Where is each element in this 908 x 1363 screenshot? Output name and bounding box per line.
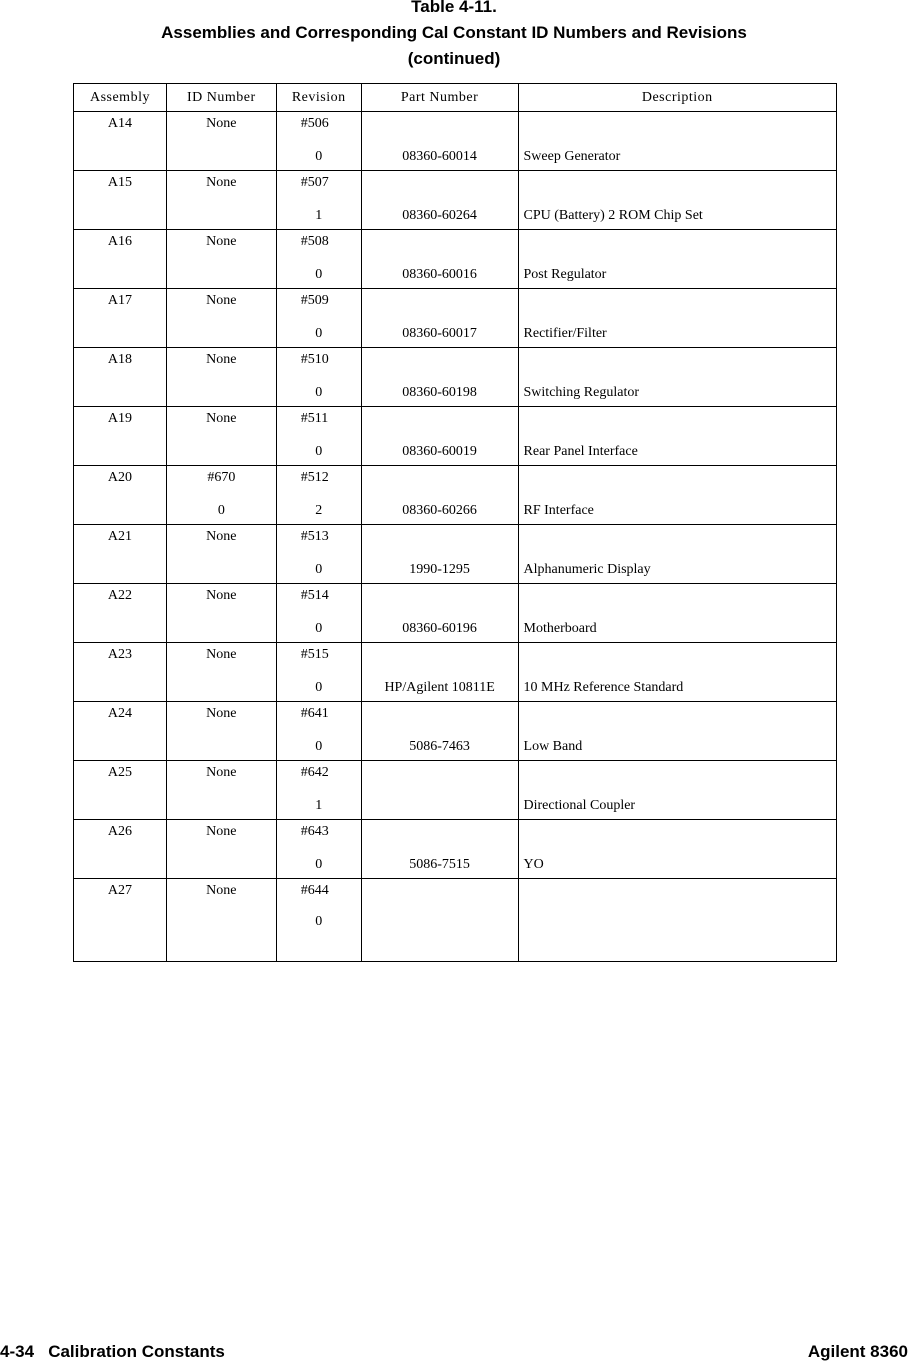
revision-value-cell: 1 bbox=[276, 792, 361, 820]
part-number-blank-cell bbox=[361, 171, 518, 203]
table-body bbox=[74, 112, 837, 962]
table-row-detail bbox=[74, 202, 837, 230]
id-number-cell: None bbox=[166, 230, 276, 262]
id-number-cell: #670 bbox=[166, 466, 276, 498]
description-cell: Post Regulator bbox=[518, 261, 836, 289]
description-blank-cell bbox=[518, 879, 836, 911]
part-number-blank-cell bbox=[361, 584, 518, 616]
id-number-value-cell bbox=[166, 733, 276, 761]
description-cell: CPU (Battery) 2 ROM Chip Set bbox=[518, 202, 836, 230]
header-id-number: ID Number bbox=[166, 84, 276, 112]
revision-id-cell: #509 bbox=[276, 289, 361, 321]
revision-id-cell: #515 bbox=[276, 643, 361, 675]
id-number-value-cell bbox=[166, 143, 276, 171]
table-row bbox=[74, 466, 837, 498]
id-number-cell: None bbox=[166, 525, 276, 557]
assembly-cell: A16 bbox=[74, 230, 167, 262]
description-cell: RF Interface bbox=[518, 497, 836, 525]
revision-value-cell: 0 bbox=[276, 379, 361, 407]
table-row bbox=[74, 761, 837, 793]
part-number-cell: 08360-60266 bbox=[361, 497, 518, 525]
description-blank-cell bbox=[518, 702, 836, 734]
assembly-blank-cell bbox=[74, 792, 167, 820]
id-number-value-cell bbox=[166, 438, 276, 466]
assembly-cell: A18 bbox=[74, 348, 167, 380]
part-number-cell: 5086-7463 bbox=[361, 733, 518, 761]
revision-id-cell: #642 bbox=[276, 761, 361, 793]
revision-value-cell: 0 bbox=[276, 261, 361, 289]
assembly-blank-cell bbox=[74, 379, 167, 407]
part-number-cell bbox=[361, 910, 518, 962]
description-cell: Alphanumeric Display bbox=[518, 556, 836, 584]
revision-value-cell: 0 bbox=[276, 851, 361, 879]
part-number-cell: 08360-60014 bbox=[361, 143, 518, 171]
description-blank-cell bbox=[518, 112, 836, 144]
assembly-blank-cell bbox=[74, 497, 167, 525]
table-continued-label: (continued) bbox=[407, 49, 501, 68]
table-row-detail bbox=[74, 556, 837, 584]
table-row bbox=[74, 702, 837, 734]
description-blank-cell bbox=[518, 466, 836, 498]
header-part-number: Part Number bbox=[361, 84, 518, 112]
assembly-cell: A23 bbox=[74, 643, 167, 675]
assembly-blank-cell bbox=[74, 320, 167, 348]
description-cell: Rectifier/Filter bbox=[518, 320, 836, 348]
part-number-blank-cell bbox=[361, 643, 518, 675]
id-number-value-cell bbox=[166, 320, 276, 348]
description-blank-cell bbox=[518, 525, 836, 557]
revision-id-cell: #641 bbox=[276, 702, 361, 734]
id-number-cell: None bbox=[166, 348, 276, 380]
description-blank-cell bbox=[518, 820, 836, 852]
part-number-blank-cell bbox=[361, 466, 518, 498]
assembly-cell: A19 bbox=[74, 407, 167, 439]
assembly-blank-cell bbox=[74, 261, 167, 289]
description-blank-cell bbox=[518, 289, 836, 321]
description-cell: YO bbox=[518, 851, 836, 879]
id-number-value-cell: 0 bbox=[166, 497, 276, 525]
assembly-cell: A17 bbox=[74, 289, 167, 321]
assembly-cell: A24 bbox=[74, 702, 167, 734]
id-number-value-cell bbox=[166, 674, 276, 702]
id-number-value-cell bbox=[166, 379, 276, 407]
revision-value-cell: 1 bbox=[276, 202, 361, 230]
part-number-cell: 08360-60198 bbox=[361, 379, 518, 407]
part-number-cell: 1990-1295 bbox=[361, 556, 518, 584]
part-number-cell: 08360-60017 bbox=[361, 320, 518, 348]
table-number: Table 4-11. bbox=[411, 0, 497, 16]
assembly-blank-cell bbox=[74, 143, 167, 171]
assembly-blank-cell bbox=[74, 556, 167, 584]
revision-value-cell: 0 bbox=[276, 615, 361, 643]
table-row-detail bbox=[74, 792, 837, 820]
description-blank-cell bbox=[518, 348, 836, 380]
id-number-cell: None bbox=[166, 407, 276, 439]
assembly-cell: A14 bbox=[74, 112, 167, 144]
assembly-blank-cell bbox=[74, 733, 167, 761]
table-row-detail bbox=[74, 320, 837, 348]
table-row bbox=[74, 407, 837, 439]
id-number-value-cell bbox=[166, 556, 276, 584]
assembly-blank-cell bbox=[74, 910, 167, 962]
revision-id-cell: #512 bbox=[276, 466, 361, 498]
id-number-value-cell bbox=[166, 792, 276, 820]
id-number-value-cell bbox=[166, 261, 276, 289]
part-number-blank-cell bbox=[361, 879, 518, 911]
revision-id-cell: #513 bbox=[276, 525, 361, 557]
table-row-detail bbox=[74, 261, 837, 289]
table-row-detail bbox=[74, 143, 837, 171]
table-row bbox=[74, 820, 837, 852]
revision-value-cell: 0 bbox=[276, 320, 361, 348]
assembly-blank-cell bbox=[74, 674, 167, 702]
table-row-detail bbox=[74, 438, 837, 466]
assembly-cell: A21 bbox=[74, 525, 167, 557]
revision-id-cell: #510 bbox=[276, 348, 361, 380]
part-number-blank-cell bbox=[361, 348, 518, 380]
revision-value-cell: 2 bbox=[276, 497, 361, 525]
part-number-cell: 08360-60264 bbox=[361, 202, 518, 230]
table-row bbox=[74, 171, 837, 203]
assembly-blank-cell bbox=[74, 615, 167, 643]
description-blank-cell bbox=[518, 761, 836, 793]
description-cell: Motherboard bbox=[518, 615, 836, 643]
id-number-cell: None bbox=[166, 820, 276, 852]
id-number-value-cell bbox=[166, 202, 276, 230]
header-assembly: Assembly bbox=[74, 84, 167, 112]
part-number-cell bbox=[361, 792, 518, 820]
part-number-blank-cell bbox=[361, 230, 518, 262]
id-number-cell: None bbox=[166, 584, 276, 616]
part-number-blank-cell bbox=[361, 289, 518, 321]
revision-value-cell: 0 bbox=[276, 910, 361, 962]
part-number-cell: 5086-7515 bbox=[361, 851, 518, 879]
description-cell: 10 MHz Reference Standard bbox=[518, 674, 836, 702]
description-blank-cell bbox=[518, 171, 836, 203]
description-cell: Sweep Generator bbox=[518, 143, 836, 171]
description-cell: Rear Panel Interface bbox=[518, 438, 836, 466]
description-cell: Switching Regulator bbox=[518, 379, 836, 407]
revision-value-cell: 0 bbox=[276, 438, 361, 466]
table-row bbox=[74, 230, 837, 262]
table-row-detail bbox=[74, 497, 837, 525]
revision-value-cell: 0 bbox=[276, 733, 361, 761]
part-number-cell: HP/Agilent 10811E bbox=[361, 674, 518, 702]
assembly-cell: A15 bbox=[74, 171, 167, 203]
table-row bbox=[74, 348, 837, 380]
cal-constants-table bbox=[73, 83, 837, 962]
part-number-blank-cell bbox=[361, 820, 518, 852]
revision-value-cell: 0 bbox=[276, 674, 361, 702]
part-number-blank-cell bbox=[361, 407, 518, 439]
description-blank-cell bbox=[518, 407, 836, 439]
revision-value-cell: 0 bbox=[276, 143, 361, 171]
id-number-cell: None bbox=[166, 702, 276, 734]
part-number-blank-cell bbox=[361, 525, 518, 557]
assembly-cell: A22 bbox=[74, 584, 167, 616]
part-number-blank-cell bbox=[361, 761, 518, 793]
description-cell bbox=[518, 910, 836, 962]
table-row-detail bbox=[74, 910, 837, 962]
id-number-cell: None bbox=[166, 761, 276, 793]
assembly-blank-cell bbox=[74, 438, 167, 466]
part-number-blank-cell bbox=[361, 702, 518, 734]
table-title: Assemblies and Corresponding Cal Constant ID Numbers and Revisions bbox=[161, 23, 747, 42]
id-number-cell: None bbox=[166, 112, 276, 144]
id-number-cell: None bbox=[166, 879, 276, 911]
header-revision: Revision bbox=[276, 84, 361, 112]
table-row-detail bbox=[74, 379, 837, 407]
id-number-cell: None bbox=[166, 289, 276, 321]
footer-product: Agilent 8360 bbox=[807, 1342, 908, 1361]
table-row-detail bbox=[74, 615, 837, 643]
revision-id-cell: #506 bbox=[276, 112, 361, 144]
description-blank-cell bbox=[518, 584, 836, 616]
header-description: Description bbox=[518, 84, 836, 112]
id-number-value-cell bbox=[166, 910, 276, 962]
revision-id-cell: #508 bbox=[276, 230, 361, 262]
revision-id-cell: #644 bbox=[276, 879, 361, 911]
revision-id-cell: #514 bbox=[276, 584, 361, 616]
table-row bbox=[74, 879, 837, 911]
description-cell: Low Band bbox=[518, 733, 836, 761]
part-number-cell: 08360-60016 bbox=[361, 261, 518, 289]
table-row-detail bbox=[74, 733, 837, 761]
footer-page-section: 4-34 Calibration Constants bbox=[0, 1342, 225, 1361]
revision-id-cell: #511 bbox=[276, 407, 361, 439]
part-number-blank-cell bbox=[361, 112, 518, 144]
table-row bbox=[74, 584, 837, 616]
assembly-cell: A27 bbox=[74, 879, 167, 911]
assembly-cell: A25 bbox=[74, 761, 167, 793]
table-row-detail bbox=[74, 674, 837, 702]
table-row bbox=[74, 289, 837, 321]
table-row bbox=[74, 643, 837, 675]
description-blank-cell bbox=[518, 643, 836, 675]
description-cell: Directional Coupler bbox=[518, 792, 836, 820]
id-number-value-cell bbox=[166, 615, 276, 643]
id-number-cell: None bbox=[166, 643, 276, 675]
revision-id-cell: #507 bbox=[276, 171, 361, 203]
assembly-cell: A26 bbox=[74, 820, 167, 852]
id-number-cell: None bbox=[166, 171, 276, 203]
table-row-detail bbox=[74, 851, 837, 879]
assembly-cell: A20 bbox=[74, 466, 167, 498]
assembly-blank-cell bbox=[74, 851, 167, 879]
revision-value-cell: 0 bbox=[276, 556, 361, 584]
table-row bbox=[74, 112, 837, 144]
revision-id-cell: #643 bbox=[276, 820, 361, 852]
description-blank-cell bbox=[518, 230, 836, 262]
table-row bbox=[74, 525, 837, 557]
part-number-cell: 08360-60196 bbox=[361, 615, 518, 643]
part-number-cell: 08360-60019 bbox=[361, 438, 518, 466]
id-number-value-cell bbox=[166, 851, 276, 879]
assembly-blank-cell bbox=[74, 202, 167, 230]
header-row bbox=[74, 84, 837, 112]
